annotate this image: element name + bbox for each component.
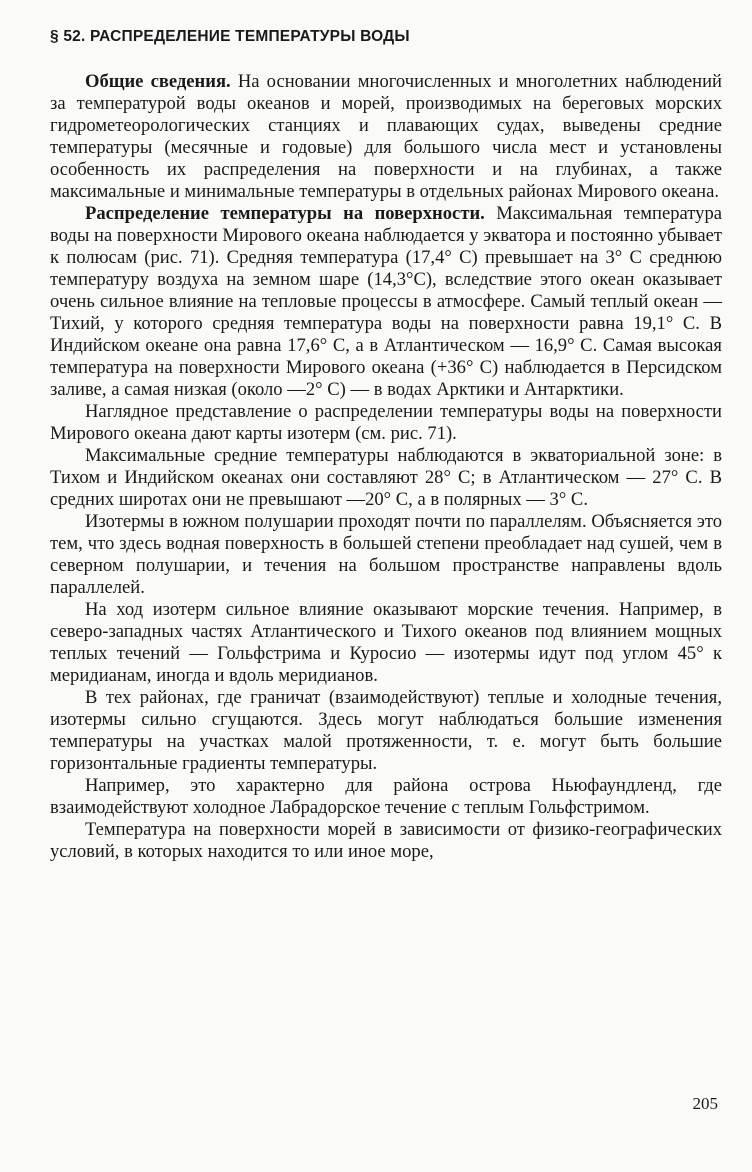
- section-heading: § 52. РАСПРЕДЕЛЕНИЕ ТЕМПЕРАТУРЫ ВОДЫ: [50, 28, 410, 45]
- paragraph: Например, это характерно для района острова Ньюфаундленд, где взаимодействуют холодное Лабрадорское течение с теплым Гольфстримом.: [50, 775, 722, 818]
- paragraph-surface: [50, 203, 722, 401]
- paragraph-text: На основании многочисленных и многолетних наблюдений за температурой воды океанов и морей, производимых на береговых морских гидрометеорологических станциях и плавающих судах, выведены средние температуры (месячные и годовые) для большого числа мест и установлены особенность их распределения на поверхности и на глубинах, а также максимальные и минимальные температуры в отдельных районах Мирового океана.: [50, 71, 723, 202]
- page-number: 205: [692, 1094, 718, 1113]
- paragraph: Температура на поверхности морей в зависимости от физико-географических условий, в которых находится то или иное море,: [50, 819, 722, 862]
- paragraph: Максимальные средние температуры наблюдаются в экваториальной зоне: в Тихом и Индийском океанах они составляют 28° С; в Атлантическом — 27° С. В средних широтах они не превышают —20° С, а в полярных — 3° С.: [50, 445, 722, 510]
- paragraph: Наглядное представление о распределении температуры воды на поверхности Мирового океана дают карты изотерм (см. рис. 71).: [50, 401, 722, 444]
- paragraph: На ход изотерм сильное влияние оказывают морские течения. Например, в северо-западных частях Атлантического и Тихого океанов под влиянием мощных теплых течений — Гольфстрима и Куросио — изотермы идут под углом 45° к меридианам, иногда и вдоль меридианов.: [50, 599, 722, 686]
- paragraph: Изотермы в южном полушарии проходят почти по параллелям. Объясняется это тем, что здесь водная поверхность в большей степени преобладает над сушей, чем в северном полушарии, и течения на большом пространстве направлены вдоль параллелей.: [50, 511, 722, 598]
- paragraph-lead: Общие сведения.: [85, 71, 231, 92]
- paragraph-general: [50, 71, 722, 203]
- paragraph-text: Максимальная температура воды на поверхности Мирового океана наблюдается у экватора и постоянно убывает к полюсам (рис. 71). Средняя температура (17,4° С) превышает на 3° С среднюю температуру воздуха на земном шаре (14,3°С), вследствие этого океан оказывает очень сильное влияние на тепловые процессы в атмосфере. Самый теплый океан — Тихий, у которого средняя температура воды на поверхности равна 19,1° С. В Индийском океане она равна 17,6° С, а в Атлантическом — 16,9° С. Самая высокая температура на поверхности Мирового океана (+36° С) наблюдается в Персидском заливе, а самая низкая (около —2° С) — в водах Арктики и Антарктики.: [50, 203, 722, 400]
- paragraph: В тех районах, где граничат (взаимодействуют) теплые и холодные течения, изотермы сильно сгущаются. Здесь могут наблюдаться большие изменения температуры на участках малой протяженности, т. е. могут быть большие горизонтальные градиенты температуры.: [50, 687, 722, 774]
- paragraph-lead: Распределение температуры на поверхности.: [85, 203, 485, 224]
